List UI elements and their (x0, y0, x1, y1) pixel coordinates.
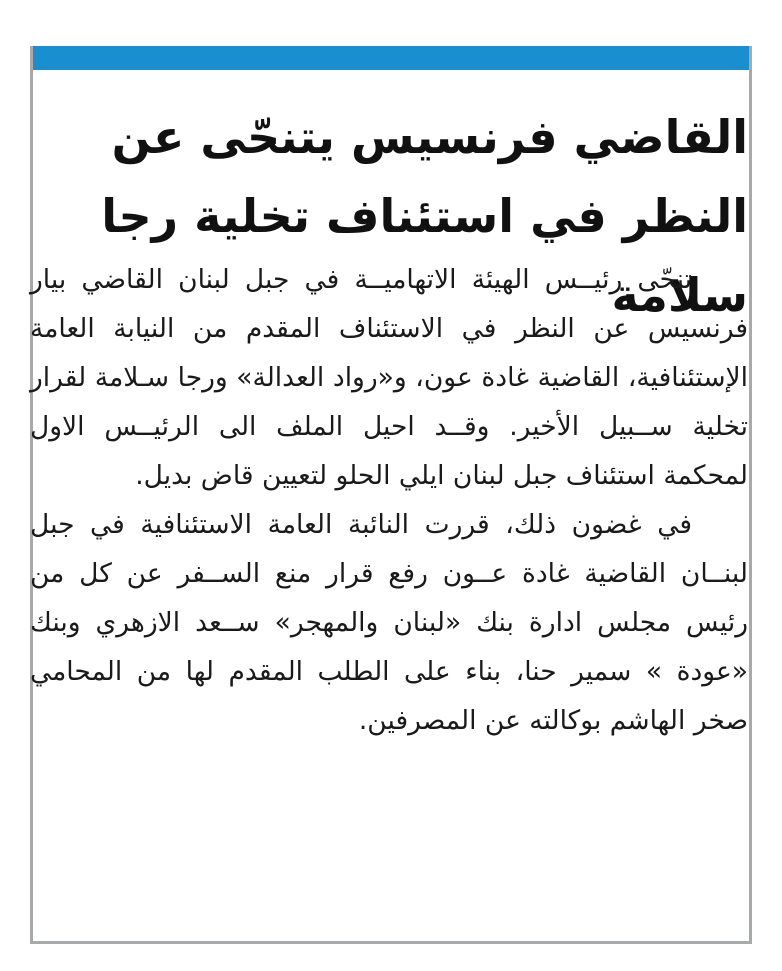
accent-bar (33, 46, 749, 70)
article-headline: القاضي فرنسيس يتنحّى عن النظر في استئناف تخلية رجا سلامة (101, 110, 748, 322)
article-paragraph-1: تنحّى رئيــس الهيئة الاتهاميــة في جبل لبنان القاضي بيار فرنسيس عن النظر في الاستئناف المقدم من النيابة العامة الإستئنافية، القاضية غادة عون، و«رواد العدالة» ورجا سـلامة لقرار تخلية ســبيل الأخير. وقــد احيل الملف الى الرئيــس الاول لمحكمة استئناف جبل لبنان ايلي الحلو لتعيين قاض بديل. (30, 264, 748, 491)
article-body (30, 255, 748, 745)
article-paragraph-2: في غضون ذلك، قررت النائبة العامة الاستئنافية في جبل لبنــان القاضية غادة عــون رفع قرار منع الســفر عن كل من رئيس مجلس ادارة بنك «لبنان والمهجر» ســعد الازهري وبنك «عودة » سمير حنا، بناء على الطلب المقدم لها من المحامي صخر الهاشم بوكالته عن المصرفين. (30, 509, 748, 736)
